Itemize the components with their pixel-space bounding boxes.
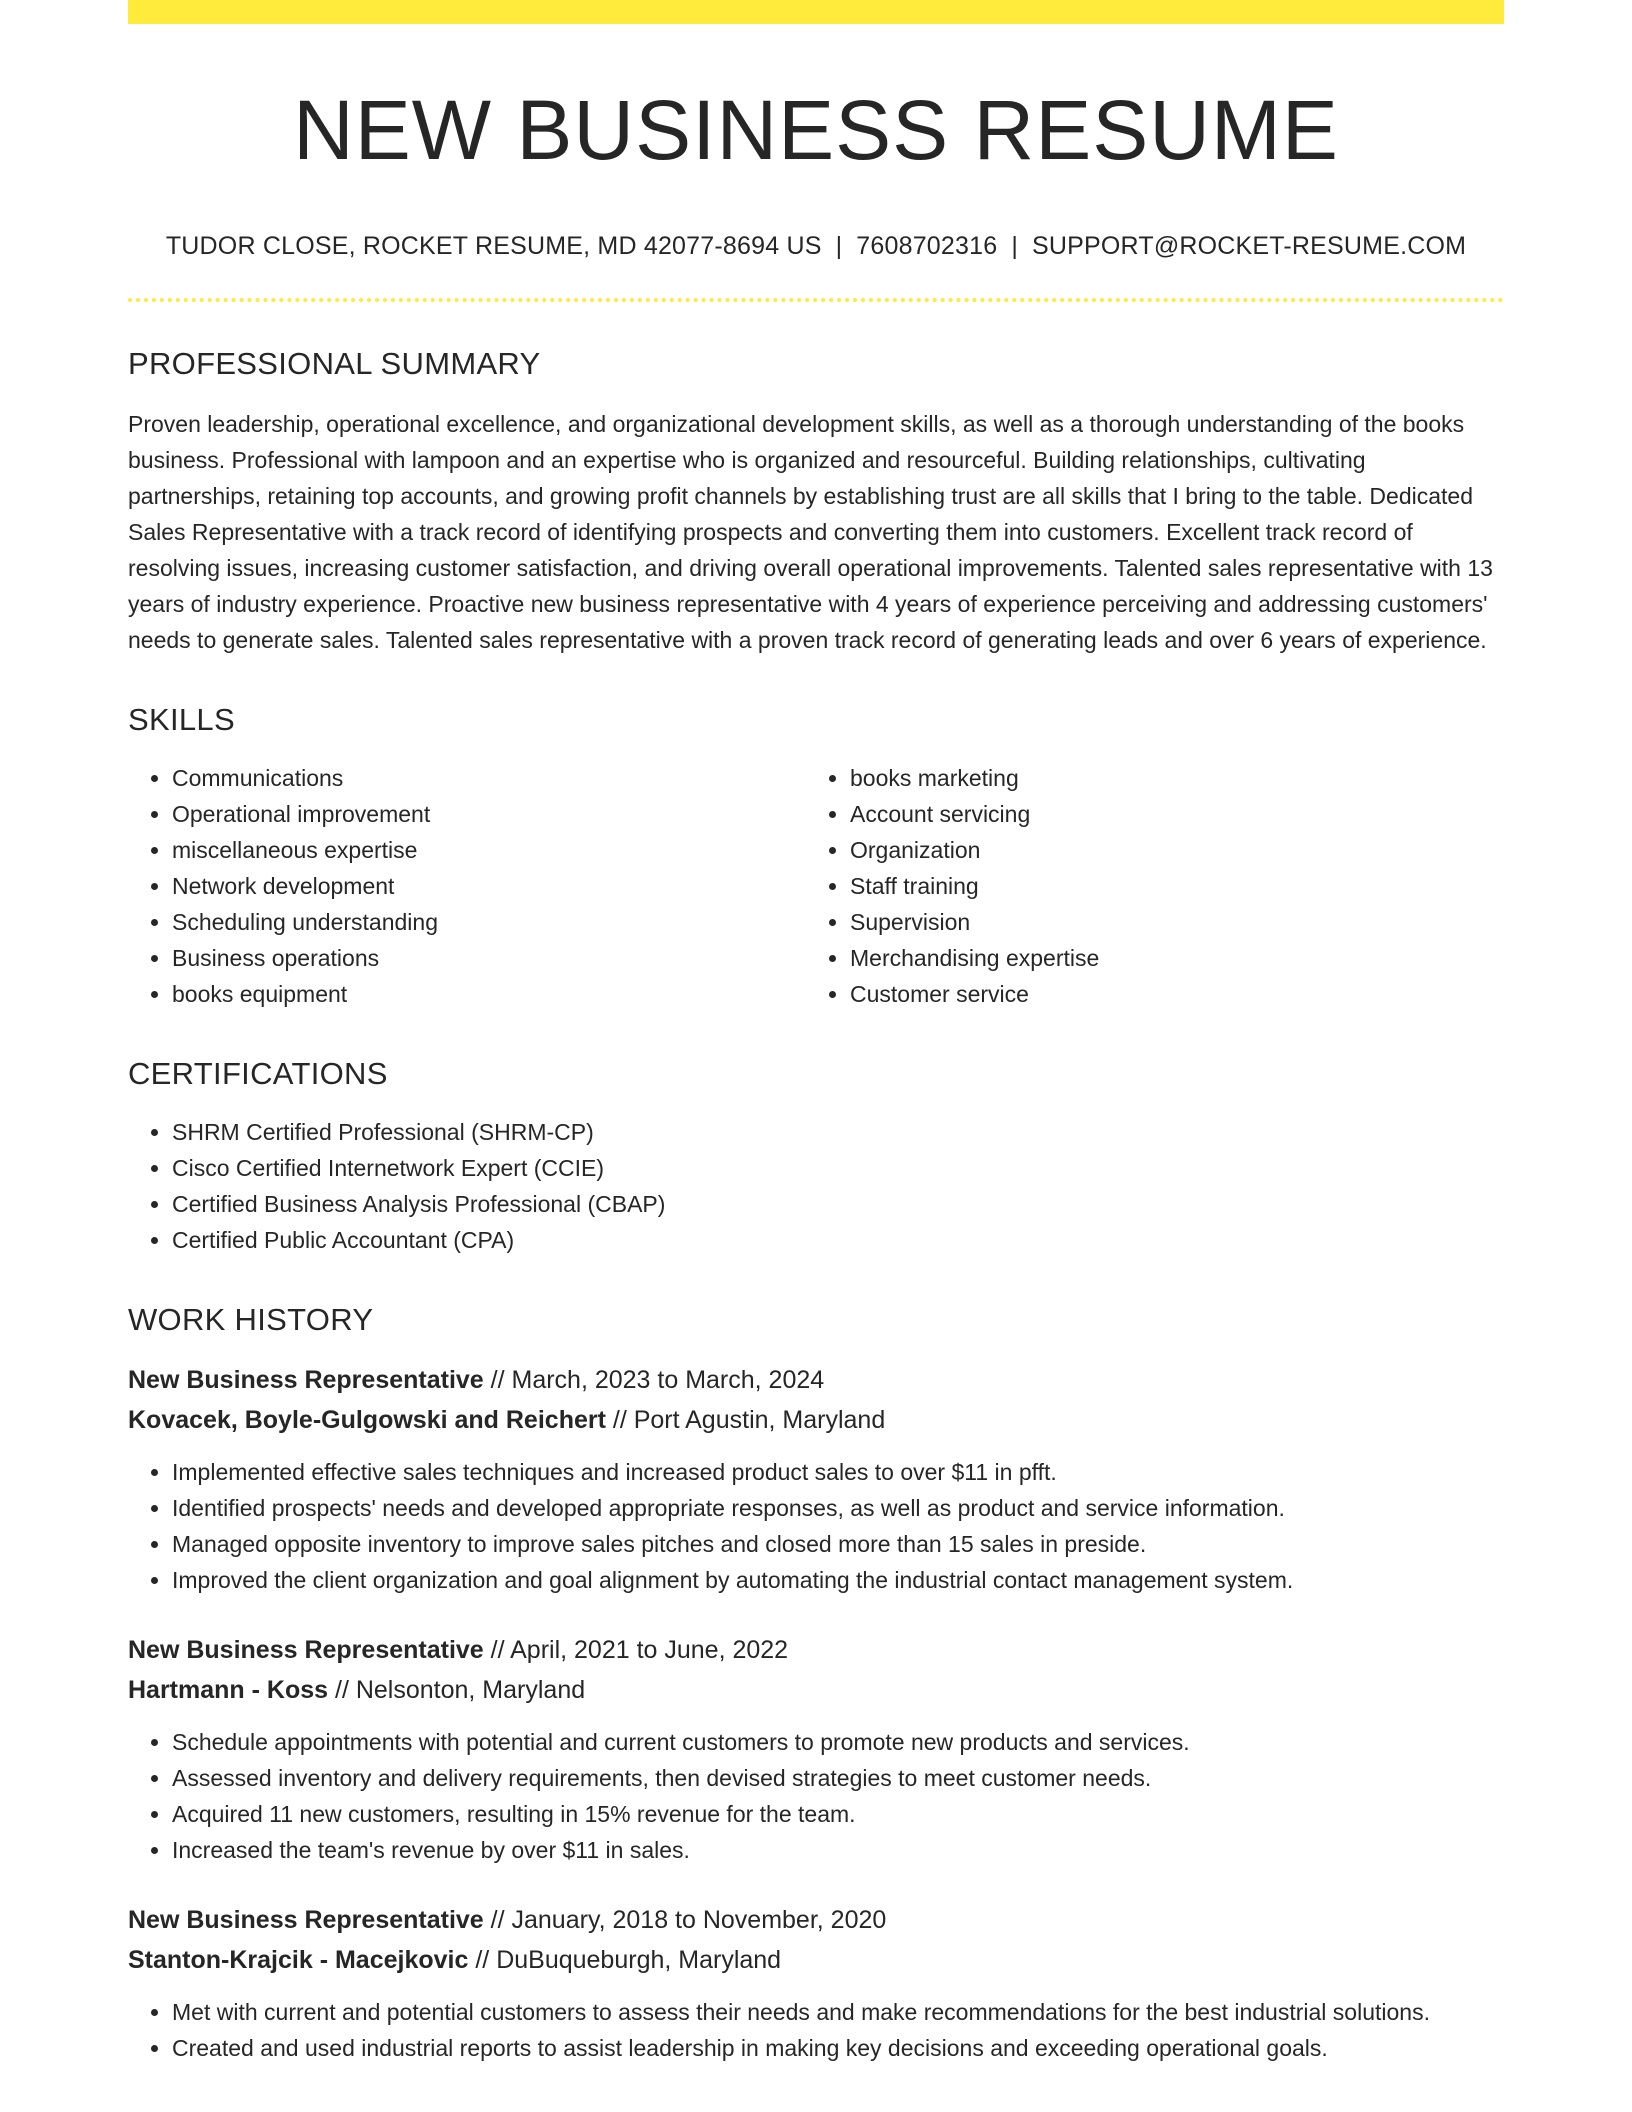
- job-company-line: [128, 1670, 1504, 1710]
- list-item: • Acquired 11 new customers, resulting in 15% revenue for the team.: [172, 1796, 1504, 1832]
- job-company: Hartmann - Koss: [128, 1676, 329, 1704]
- job-role: New Business Representative: [128, 1366, 484, 1394]
- list-item: • Network development: [172, 868, 806, 904]
- job-dates: April, 2021 to June, 2022: [510, 1636, 789, 1664]
- list-item: • Supervision: [850, 904, 1484, 940]
- list-item: • miscellaneous expertise: [172, 832, 806, 868]
- summary-text: Proven leadership, operational excellence, and organizational development skills, as well as a thorough understanding of the books business. Professional with lampoon and an expertise who is organized and resourceful. Building relationships, cultivating partnerships, retaining top accounts, and growing profit channels by establishing trust are all skills that I bring to the table. Dedicated Sales Representative with a track record of identifying prospects and converting them into customers. Excellent track record of resolving issues, increasing customer satisfaction, and driving overall operational improvements. Talented sales representative with 13 years of industry experience. Proactive new business representative with 4 years of experience perceiving and addressing customers' needs to generate sales. Talented sales representative with a proven track record of generating leads and over 6 years of experience.: [128, 411, 1493, 653]
- job-separator: //: [328, 1676, 356, 1704]
- accent-bar: [128, 0, 1504, 24]
- job-bullets: [128, 1994, 1504, 2066]
- list-item: • Assessed inventory and delivery requirements, then devised strategies to meet customer needs.: [172, 1760, 1504, 1796]
- contact-email: SUPPORT@ROCKET-RESUME.COM: [1032, 232, 1467, 260]
- job-company-line: [128, 1940, 1504, 1980]
- section-title-skills: SKILLS: [128, 702, 235, 737]
- list-item: • Customer service: [850, 976, 1484, 1012]
- job-company: Kovacek, Boyle-Gulgowski and Reichert: [128, 1406, 606, 1434]
- contact-separator: |: [1011, 232, 1019, 260]
- job-dates: January, 2018 to November, 2020: [511, 1906, 887, 1934]
- list-item: • Scheduling understanding: [172, 904, 806, 940]
- section-title-work-history: WORK HISTORY: [128, 1302, 374, 1337]
- resume-title: NEW BUSINESS RESUME: [293, 83, 1339, 177]
- list-item: • books marketing: [850, 760, 1484, 796]
- list-item: • Met with current and potential customers to assess their needs and make recommendations for the best industrial solutions.: [172, 1994, 1504, 2030]
- work-history-list: [128, 1360, 1504, 2066]
- list-item: • Account servicing: [850, 796, 1484, 832]
- contact-line: [128, 230, 1504, 262]
- job-role-line: [128, 1630, 1504, 1670]
- list-item: • Organization: [850, 832, 1484, 868]
- job-separator: //: [605, 1406, 634, 1434]
- job-separator: //: [468, 1946, 497, 1974]
- list-item: • Communications: [172, 760, 806, 796]
- job-entry: [128, 1630, 1504, 1868]
- contact-address: TUDOR CLOSE, ROCKET RESUME, MD 42077-8694 US: [165, 232, 822, 260]
- resume-content: [128, 24, 1504, 2066]
- job-entry: [128, 1900, 1504, 2066]
- list-item: • Implemented effective sales techniques and increased product sales to over $11 in pfft.: [172, 1454, 1504, 1490]
- skills-column-left: [128, 760, 806, 1012]
- job-company: Stanton-Krajcik - Macejkovic: [128, 1946, 469, 1974]
- skills-column-right: [806, 760, 1484, 1012]
- list-item: • Business operations: [172, 940, 806, 976]
- job-role-line: [128, 1360, 1504, 1400]
- job-location: Port Agustin, Maryland: [633, 1406, 886, 1434]
- contact-separator: |: [835, 232, 843, 260]
- job-separator: //: [483, 1636, 511, 1664]
- list-item: • Certified Public Accountant (CPA): [172, 1222, 1504, 1258]
- job-location: Nelsonton, Maryland: [355, 1676, 586, 1704]
- certifications-list: [128, 1114, 1504, 1258]
- job-separator: //: [483, 1906, 512, 1934]
- list-item: • Merchandising expertise: [850, 940, 1484, 976]
- list-item: • Operational improvement: [172, 796, 806, 832]
- list-item: • Certified Business Analysis Professional (CBAP): [172, 1186, 1504, 1222]
- dotted-divider: [128, 298, 1504, 302]
- list-item: • Improved the client organization and goal alignment by automating the industrial contact management system.: [172, 1562, 1504, 1598]
- list-item: • Managed opposite inventory to improve sales pitches and closed more than 15 sales in preside.: [172, 1526, 1504, 1562]
- list-item: • Created and used industrial reports to assist leadership in making key decisions and exceeding operational goals.: [172, 2030, 1504, 2066]
- list-item: • SHRM Certified Professional (SHRM-CP): [172, 1114, 1504, 1150]
- section-title-certifications: CERTIFICATIONS: [128, 1056, 388, 1091]
- list-item: • Cisco Certified Internetwork Expert (CCIE): [172, 1150, 1504, 1186]
- job-dates: March, 2023 to March, 2024: [511, 1366, 825, 1394]
- section-title-summary: PROFESSIONAL SUMMARY: [128, 346, 541, 381]
- list-item: • Increased the team's revenue by over $11 in sales.: [172, 1832, 1504, 1868]
- job-role-line: [128, 1900, 1504, 1940]
- contact-phone: 7608702316: [856, 232, 998, 260]
- list-item: • Schedule appointments with potential and current customers to promote new products and services.: [172, 1724, 1504, 1760]
- job-entry: [128, 1360, 1504, 1598]
- job-bullets: [128, 1454, 1504, 1598]
- job-bullets: [128, 1724, 1504, 1868]
- job-role: New Business Representative: [128, 1636, 484, 1664]
- job-role: New Business Representative: [128, 1906, 484, 1934]
- job-location: DuBuqueburgh, Maryland: [496, 1946, 782, 1974]
- list-item: • Identified prospects' needs and developed appropriate responses, as well as product and service information.: [172, 1490, 1504, 1526]
- list-item: • Staff training: [850, 868, 1484, 904]
- job-company-line: [128, 1400, 1504, 1440]
- job-separator: //: [483, 1366, 512, 1394]
- skills-list: [128, 760, 1504, 1012]
- list-item: • books equipment: [172, 976, 806, 1012]
